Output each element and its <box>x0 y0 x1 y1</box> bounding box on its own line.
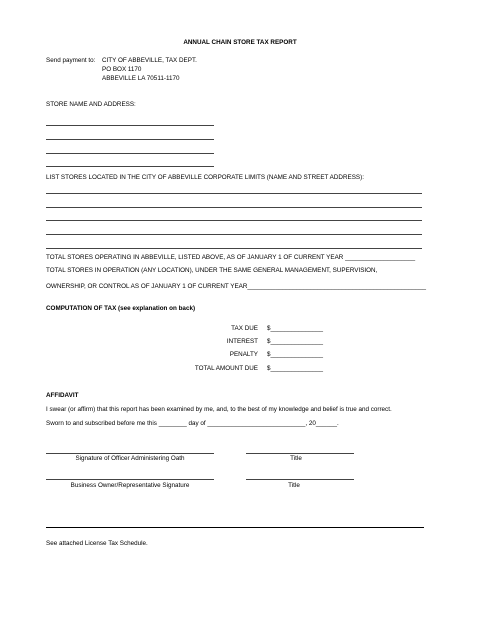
payment-address-line-3: ABBEVILLE LA 70511-1170 <box>102 75 180 82</box>
total-stores-abbeville: TOTAL STORES OPERATING IN ABBEVILLE, LISTED ABOVE, AS OF JANUARY 1 OF CURRENT YEAR ____________________ <box>46 254 416 261</box>
penalty-field[interactable]: $_______________ <box>267 351 324 358</box>
store-list-line-2[interactable] <box>46 207 422 208</box>
store-list-line-5[interactable] <box>46 248 422 249</box>
payment-address-line-2: PO BOX 1170 <box>102 66 142 73</box>
footer-note: See attached License Tax Schedule. <box>46 540 148 547</box>
store-address-line-1[interactable] <box>46 125 214 126</box>
store-name-label: STORE NAME AND ADDRESS: <box>46 101 136 108</box>
officer-signature-label: Signature of Officer Administering Oath <box>75 455 185 462</box>
payment-address-line-1: CITY OF ABBEVILLE, TAX DEPT. <box>102 57 197 64</box>
officer-title-label: Title <box>290 455 302 462</box>
owner-signature-label: Business Owner/Representative Signature <box>70 482 190 489</box>
owner-title-line[interactable] <box>246 479 354 480</box>
total-stores-any-location-2: OWNERSHIP, OR CONTROL AS OF JANUARY 1 OF CURRENT YEAR___________________________________________________ <box>46 283 427 290</box>
store-address-line-4[interactable] <box>46 166 214 167</box>
penalty-label: PENALTY <box>229 351 258 358</box>
interest-label: INTEREST <box>226 338 258 345</box>
computation-heading: COMPUTATION OF TAX (see explanation on back) <box>46 305 196 312</box>
affidavit-heading: AFFIDAVIT <box>46 392 79 399</box>
send-payment-label: Send payment to: <box>46 57 96 64</box>
footer-divider <box>46 527 424 528</box>
total-amount-due-label: TOTAL AMOUNT DUE <box>194 365 258 372</box>
list-stores-label: LIST STORES LOCATED IN THE CITY OF ABBEVILLE CORPORATE LIMITS (NAME AND STREET ADDRESS): <box>46 174 364 181</box>
store-address-line-3[interactable] <box>46 153 214 154</box>
owner-title-label: Title <box>288 482 300 489</box>
store-address-line-2[interactable] <box>46 139 214 140</box>
officer-title-line[interactable] <box>246 453 354 454</box>
total-stores-any-location-1: TOTAL STORES IN OPERATION (ANY LOCATION), UNDER THE SAME GENERAL MANAGEMENT, SUPERVISION, <box>46 267 378 274</box>
page-title: ANNUAL CHAIN STORE TAX REPORT <box>183 39 297 46</box>
tax-due-label: TAX DUE <box>231 325 258 332</box>
store-list-line-3[interactable] <box>46 220 422 221</box>
store-list-line-1[interactable] <box>46 193 422 194</box>
affidavit-text: I swear (or affirm) that this report has been examined by me, and, to the best of my knowledge and belief is true and correct. <box>46 406 392 413</box>
store-list-line-4[interactable] <box>46 234 422 235</box>
interest-field[interactable]: $_______________ <box>267 338 324 345</box>
sworn-statement: Sworn to and subscribed before me this ________ day of ____________________________, 20______. <box>46 420 339 427</box>
owner-signature-line[interactable] <box>46 479 214 480</box>
total-amount-due-field[interactable]: $_______________ <box>267 365 324 372</box>
tax-due-field[interactable]: $_______________ <box>267 325 324 332</box>
officer-signature-line[interactable] <box>46 453 214 454</box>
